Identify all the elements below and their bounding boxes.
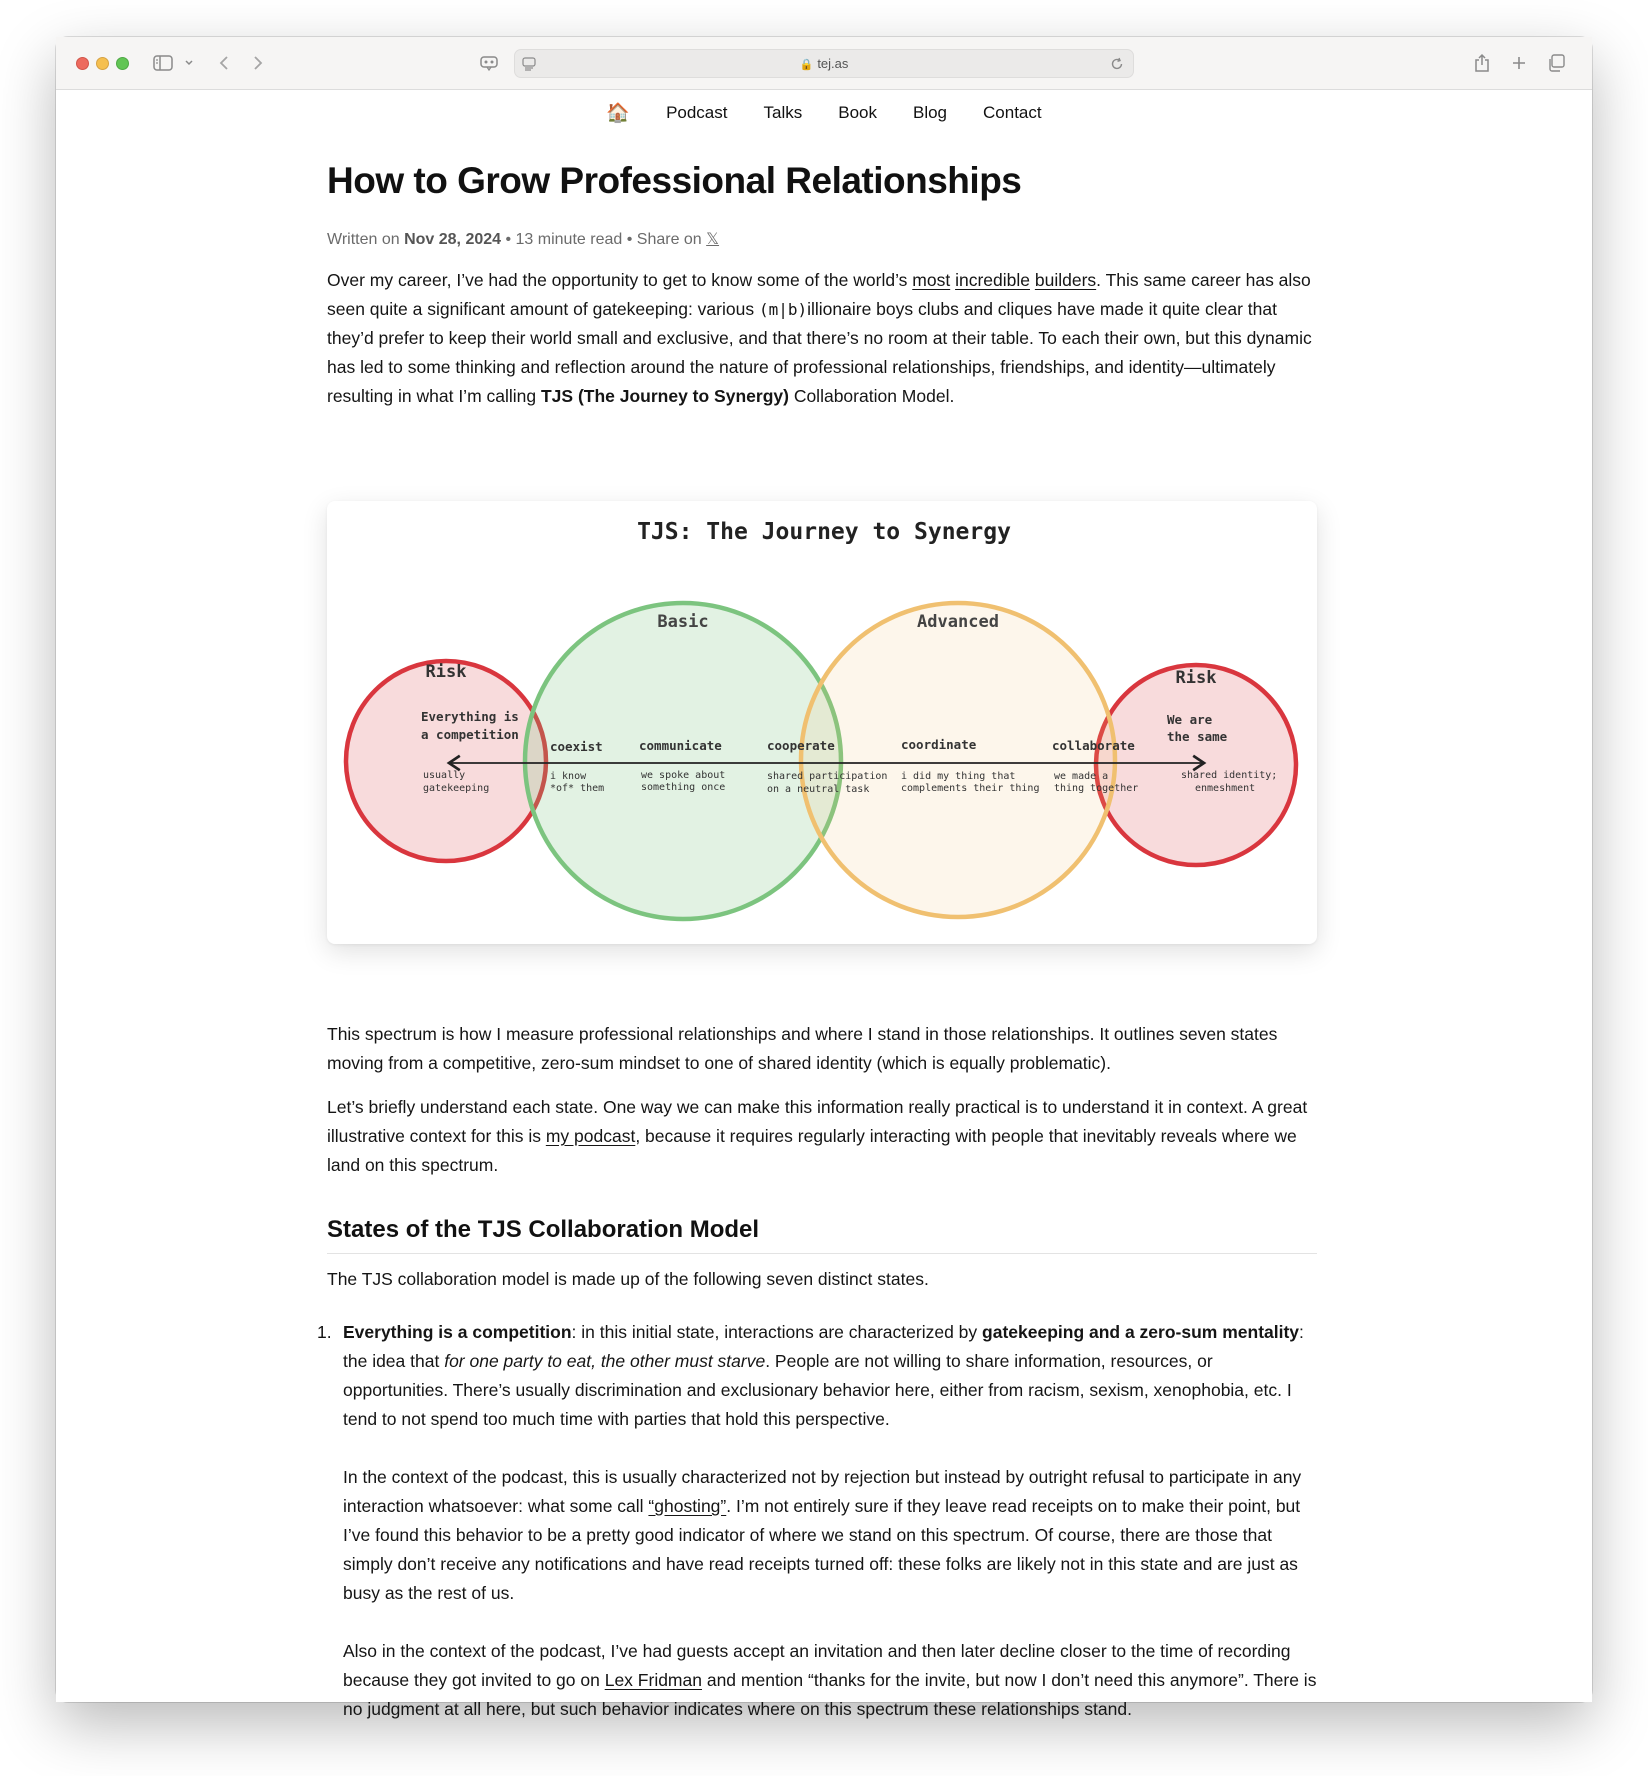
note-coordinate-2: complements their thing: [901, 783, 1040, 794]
text: Over my career, I’ve had the opportunity to get to know some of the world’s: [327, 270, 913, 290]
nav-item-book[interactable]: Book: [838, 103, 877, 122]
right-risk-text-line1: We are: [1167, 712, 1213, 727]
new-tab-icon[interactable]: [1509, 51, 1529, 75]
note-collaborate-2: thing together: [1054, 783, 1139, 794]
text: Collaboration Model.: [788, 386, 955, 406]
nav-item-talks[interactable]: Talks: [763, 103, 803, 122]
paragraph-context: [327, 1093, 1317, 1180]
page-content: [56, 91, 1592, 1719]
note-cooperate-1: shared participation: [767, 771, 888, 782]
list-item-1-paragraph-3: [343, 1637, 1317, 1724]
minimize-window-button[interactable]: [96, 57, 109, 70]
advanced-circle: [801, 603, 1115, 917]
tjs-diagram: [327, 501, 1317, 944]
chevron-down-icon[interactable]: [183, 51, 195, 75]
sidebar-icon[interactable]: [152, 51, 174, 75]
text: Let’s briefly understand each state. One way we can make this information really practical is to understand it in context. A great illustrative context for this is: [327, 1097, 1308, 1146]
text: In the context of the podcast, this is usually characterized not by rejection but instead by outright refusal to participate in any interaction whatsoever: what some call: [343, 1467, 1302, 1516]
basic-circle: [525, 603, 841, 919]
advanced-label: Advanced: [917, 612, 999, 632]
nav-item-blog[interactable]: Blog: [912, 103, 948, 122]
reader-privacy-icon[interactable]: [478, 51, 500, 75]
note-communicate-1: we spoke about: [641, 770, 726, 781]
written-on-label: Written on: [327, 231, 400, 248]
inline-code: (m|b): [758, 300, 808, 319]
right-risk-sub-line1: shared identity;: [1181, 770, 1278, 781]
link-lex-fridman[interactable]: Lex Fridman: [604, 1670, 702, 1690]
text: and mention “thanks for the invite, but now I don’t need this anymore”. There is no judgment at all here, but such behavior indicates where on this spectrum these relationships stand.: [343, 1670, 1317, 1719]
left-risk-sub-line2: gatekeeping: [423, 783, 490, 794]
risk-label-right: Risk: [1175, 668, 1217, 688]
lock-icon: 🔒: [799, 59, 814, 71]
share-on-label: Share on: [636, 231, 702, 248]
nav-item-contact[interactable]: Contact: [983, 103, 1042, 122]
article-meta: [327, 229, 719, 249]
text: : in this initial state, interactions are characterized by: [571, 1322, 983, 1342]
state-cooperate: cooperate: [767, 738, 835, 753]
risk-label-left: Risk: [425, 662, 467, 682]
text: Also in the context of the podcast, I’ve had guests accept an invitation and then later decline closer to the time of recording because they got invited to go on: [343, 1641, 1291, 1690]
address-bar[interactable]: [514, 49, 1134, 78]
state-coexist: coexist: [550, 739, 603, 754]
left-risk-text-line1: Everything is: [421, 709, 519, 724]
meta-separator: •: [626, 231, 637, 248]
basic-label: Basic: [657, 612, 709, 632]
home-icon[interactable]: 🏠: [606, 103, 631, 124]
meta-separator: •: [505, 231, 516, 248]
tjs-diagram-svg: [327, 501, 1317, 944]
note-coexist-1: i know: [550, 771, 587, 782]
reload-icon[interactable]: [1109, 55, 1125, 73]
list-item-1-paragraph-2: [343, 1463, 1317, 1608]
left-risk-text-line2: a competition: [421, 727, 519, 742]
diagram-title: TJS: The Journey to Synergy: [637, 519, 1011, 545]
text: . This same career has also seen quite a significant amount of gatekeeping: various: [327, 270, 1311, 319]
state-communicate: communicate: [639, 738, 722, 753]
left-risk-sub-line1: usually: [423, 770, 466, 781]
back-icon[interactable]: [216, 51, 232, 75]
link-my-podcast[interactable]: my podcast: [545, 1126, 636, 1146]
zoom-window-button[interactable]: [116, 57, 129, 70]
nav-item-podcast[interactable]: Podcast: [666, 103, 728, 122]
bold-text: TJS (The Journey to Synergy): [540, 386, 789, 406]
bold-text: Everything is a competition: [343, 1322, 572, 1342]
text: . I’m not entirely sure if they leave read receipts on to make their point, but I’ve found this behavior to be a pretty good indicator of where we stand on this spectrum. Of course, there are those that simply don’t receive any notifications and have read receipts turned off: these folks are likely not in this state and are just as busy as the rest of us.: [343, 1496, 1301, 1603]
link-ghosting[interactable]: “ghosting”: [648, 1496, 727, 1516]
bold-text: gatekeeping and a zero-sum mentality: [982, 1322, 1300, 1342]
text: , because it requires regularly interacting with people that inevitably reveals where we land on this spectrum.: [327, 1126, 1297, 1175]
list-number: 1.: [317, 1322, 332, 1342]
text: . People are not willing to share information, resources, or opportunities. There’s usually discrimination and exclusionary behavior here, either from racism, sexism, xenophobia, etc. I tend to not spend too much time with parties that hold this perspective.: [343, 1351, 1292, 1429]
right-risk-sub-line2: enmeshment: [1195, 783, 1256, 794]
italic-text: for one party to eat, the other must starve: [444, 1351, 766, 1371]
state-coordinate: coordinate: [901, 737, 977, 752]
list-item-1: [343, 1318, 1317, 1434]
link-incredible[interactable]: incredible: [955, 270, 1030, 290]
note-cooperate-2: on a neutral task: [767, 784, 870, 795]
read-time: 13 minute read: [515, 231, 623, 248]
share-icon[interactable]: [1472, 51, 1492, 75]
note-collaborate-1: we made a: [1054, 771, 1109, 782]
page-title: How to Grow Professional Relationships: [327, 160, 1022, 201]
link-most[interactable]: most: [912, 270, 951, 290]
site-nav: [56, 91, 1592, 135]
right-risk-text-line2: the same: [1167, 729, 1228, 744]
intro-paragraph: [327, 266, 1317, 411]
heading-divider: [327, 1253, 1317, 1254]
note-coordinate-1: i did my thing that: [901, 771, 1016, 782]
x-share-icon[interactable]: 𝕏: [706, 231, 720, 248]
link-builders[interactable]: builders: [1034, 270, 1097, 290]
text: illionaire boys clubs and cliques have made it quite clear that they’d prefer to keep their world small and exclusive, and that there’s no room at their table. To each their own, but this dynamic has led to some thinking and reflection around the nature of professional relationships, friendships, and identity—ultimately resulting in what I’m calling: [327, 299, 1312, 406]
forward-icon[interactable]: [250, 51, 266, 75]
close-window-button[interactable]: [76, 57, 89, 70]
risk-circle-right: [1096, 665, 1296, 865]
url-text: tej.as: [817, 56, 849, 71]
paragraph-states-intro: The TJS collaboration model is made up of the following seven distinct states.: [327, 1269, 929, 1289]
text: : the idea that: [343, 1322, 1304, 1371]
note-coexist-2: *of* them: [550, 783, 605, 794]
browser-toolbar: [56, 37, 1592, 90]
risk-circle-left: [346, 661, 546, 861]
note-communicate-2: something once: [641, 782, 726, 793]
tab-overview-icon[interactable]: [1546, 51, 1566, 75]
url-display: [515, 56, 1133, 71]
browser-window: [56, 37, 1592, 1719]
state-collaborate: collaborate: [1052, 738, 1135, 753]
section-heading: States of the TJS Collaboration Model: [327, 1216, 760, 1243]
publish-date: Nov 28, 2024: [404, 231, 502, 248]
paragraph-spectrum: This spectrum is how I measure professional relationships and where I stand in those relationships. It outlines seven states moving from a competitive, zero-sum mindset to one of shared identity (which is equally problematic).: [327, 1024, 1278, 1073]
